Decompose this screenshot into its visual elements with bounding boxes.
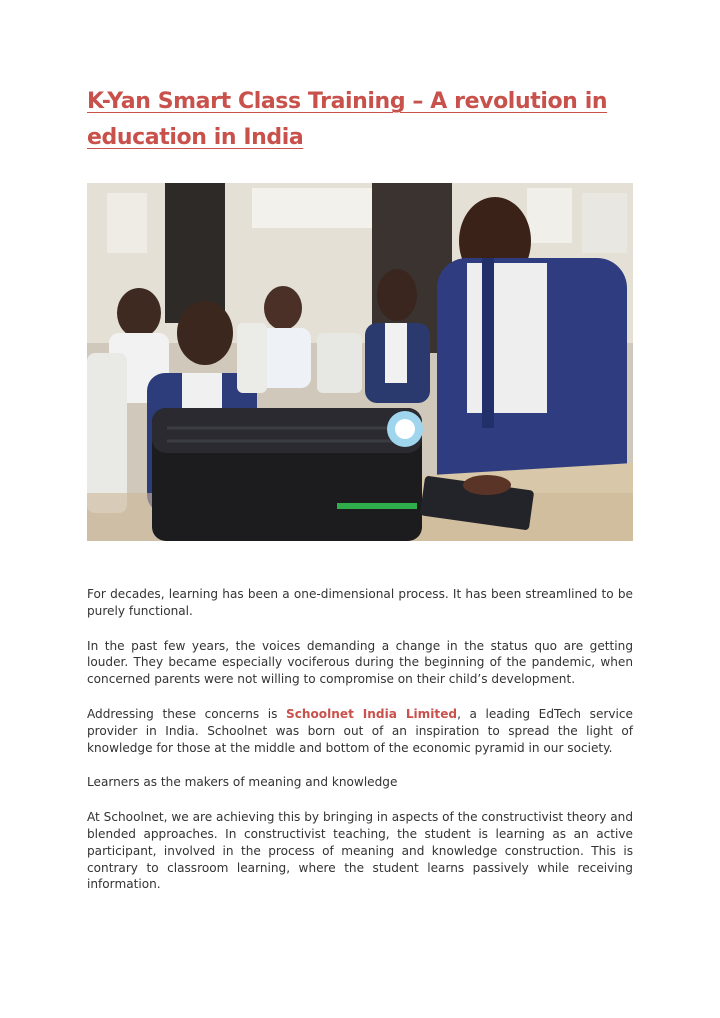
- section-heading: Learners as the makers of meaning and knowledge: [87, 775, 398, 790]
- classroom-photo: [87, 183, 633, 541]
- schoolnet-link[interactable]: Schoolnet India Limited: [286, 706, 458, 721]
- article-title: K-Yan Smart Class Training – A revolution in education in India: [87, 89, 608, 150]
- paragraph-3: [87, 706, 633, 756]
- article-body: [87, 586, 633, 911]
- paragraph-5: At Schoolnet, we are achieving this by bringing in aspects of the constructivist theory and blended approaches. In constructivist teaching, the student is learning as an active participant, involved in the process of meaning and knowledge construction. This is contrary to classroom learning, where the student learns passively while receiving information.: [87, 810, 633, 892]
- paragraph-3-rest: , a leading EdTech service provider in India. Schoolnet was born out of an inspiration to spread the light of knowledge for those at the middle and bottom of the economic pyramid in our society.: [87, 706, 633, 755]
- paragraph-1: For decades, learning has been a one-dimensional process. It has been streamlined to be purely functional.: [87, 587, 633, 618]
- paragraph-2: In the past few years, the voices demanding a change in the status quo are getting louder. They became especially vociferous during the beginning of the pandemic, when concerned parents were not willing to compromise on their child’s development.: [87, 638, 633, 687]
- classroom-photo-illustration: [87, 183, 633, 541]
- paragraph-3-intro: Addressing these concerns is: [87, 706, 286, 721]
